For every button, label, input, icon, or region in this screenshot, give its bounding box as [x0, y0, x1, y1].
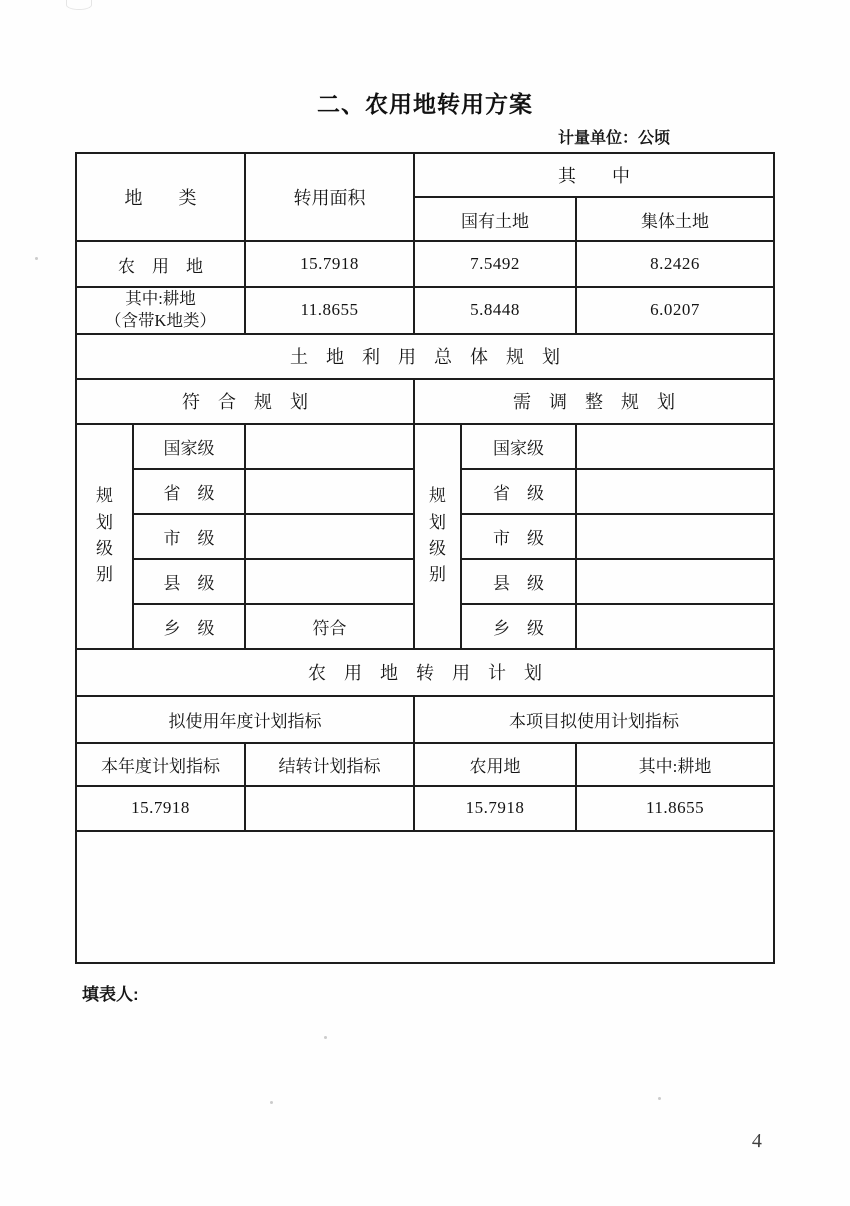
plan-col-header-carryover: 结转计划指标 — [245, 743, 414, 786]
scan-speck — [658, 1097, 661, 1100]
plan-value-annual: 15.7918 — [76, 786, 245, 831]
scan-speck — [324, 1036, 327, 1039]
planning-right-group-label: 规划级别 — [414, 424, 461, 649]
planning-right-level-city: 市 级 — [461, 514, 576, 559]
row-cultivated-total: 11.8655 — [245, 287, 414, 334]
row-agricultural-label: 农 用 地 — [76, 241, 245, 287]
planning-left-value-township: 符合 — [245, 604, 414, 649]
plan-left-header: 拟使用年度计划指标 — [76, 696, 414, 743]
scan-smudge — [66, 0, 92, 10]
planning-right-value-province — [576, 469, 774, 514]
row-cultivated-collective: 6.0207 — [576, 287, 774, 334]
plan-value-carryover — [245, 786, 414, 831]
planning-left-level-city: 市 级 — [133, 514, 245, 559]
header-land-category: 地 类 — [76, 153, 245, 241]
header-collective-land: 集体土地 — [576, 197, 774, 241]
measurement-unit-note: 计量单位：公顷 — [557, 130, 670, 147]
row-cultivated-label-line1: 其中:耕地 — [125, 289, 196, 308]
row-cultivated-state: 5.8448 — [414, 287, 576, 334]
planning-left-level-county: 县 级 — [133, 559, 245, 604]
plan-section-title: 农 用 地 转 用 计 划 — [76, 649, 774, 696]
planning-right-value-county — [576, 559, 774, 604]
plan-value-agricultural: 15.7918 — [414, 786, 576, 831]
planning-right-header: 需 调 整 规 划 — [414, 379, 774, 424]
planning-left-level-national: 国家级 — [133, 424, 245, 469]
form-filler-label: 填表人: — [82, 985, 139, 1004]
planning-left-level-township: 乡 级 — [133, 604, 245, 649]
land-conversion-table — [75, 152, 775, 964]
planning-left-value-province — [245, 469, 414, 514]
planning-left-header: 符 合 规 划 — [76, 379, 414, 424]
plan-col-header-annual: 本年度计划指标 — [76, 743, 245, 786]
header-of-which: 其 中 — [414, 153, 774, 197]
row-cultivated-label — [76, 287, 245, 334]
planning-right-level-province: 省 级 — [461, 469, 576, 514]
plan-col-header-agricultural: 农用地 — [414, 743, 576, 786]
scan-speck — [270, 1101, 273, 1104]
plan-right-header: 本项目拟使用计划指标 — [414, 696, 774, 743]
planning-right-level-township: 乡 级 — [461, 604, 576, 649]
planning-right-value-township — [576, 604, 774, 649]
planning-left-level-province: 省 级 — [133, 469, 245, 514]
scan-speck — [35, 257, 38, 260]
row-cultivated-label-line2: （含带K地类） — [105, 311, 216, 331]
row-agricultural-total: 15.7918 — [245, 241, 414, 287]
planning-right-value-national — [576, 424, 774, 469]
plan-col-header-cultivated: 其中:耕地 — [576, 743, 774, 786]
remarks-empty-cell — [76, 831, 774, 963]
page-number: 4 — [751, 1129, 763, 1153]
planning-right-value-city — [576, 514, 774, 559]
planning-left-group-label: 规划级别 — [76, 424, 133, 649]
planning-left-value-county — [245, 559, 414, 604]
plan-value-cultivated: 11.8655 — [576, 786, 774, 831]
row-agricultural-collective: 8.2426 — [576, 241, 774, 287]
row-agricultural-state: 7.5492 — [414, 241, 576, 287]
planning-left-value-national — [245, 424, 414, 469]
header-conversion-area: 转用面积 — [245, 153, 414, 241]
header-state-owned-land: 国有土地 — [414, 197, 576, 241]
planning-section-title: 土 地 利 用 总 体 规 划 — [76, 334, 774, 379]
planning-left-value-city — [245, 514, 414, 559]
planning-right-level-national: 国家级 — [461, 424, 576, 469]
planning-right-level-county: 县 级 — [461, 559, 576, 604]
page-title: 二、农用地转用方案 — [317, 91, 533, 117]
